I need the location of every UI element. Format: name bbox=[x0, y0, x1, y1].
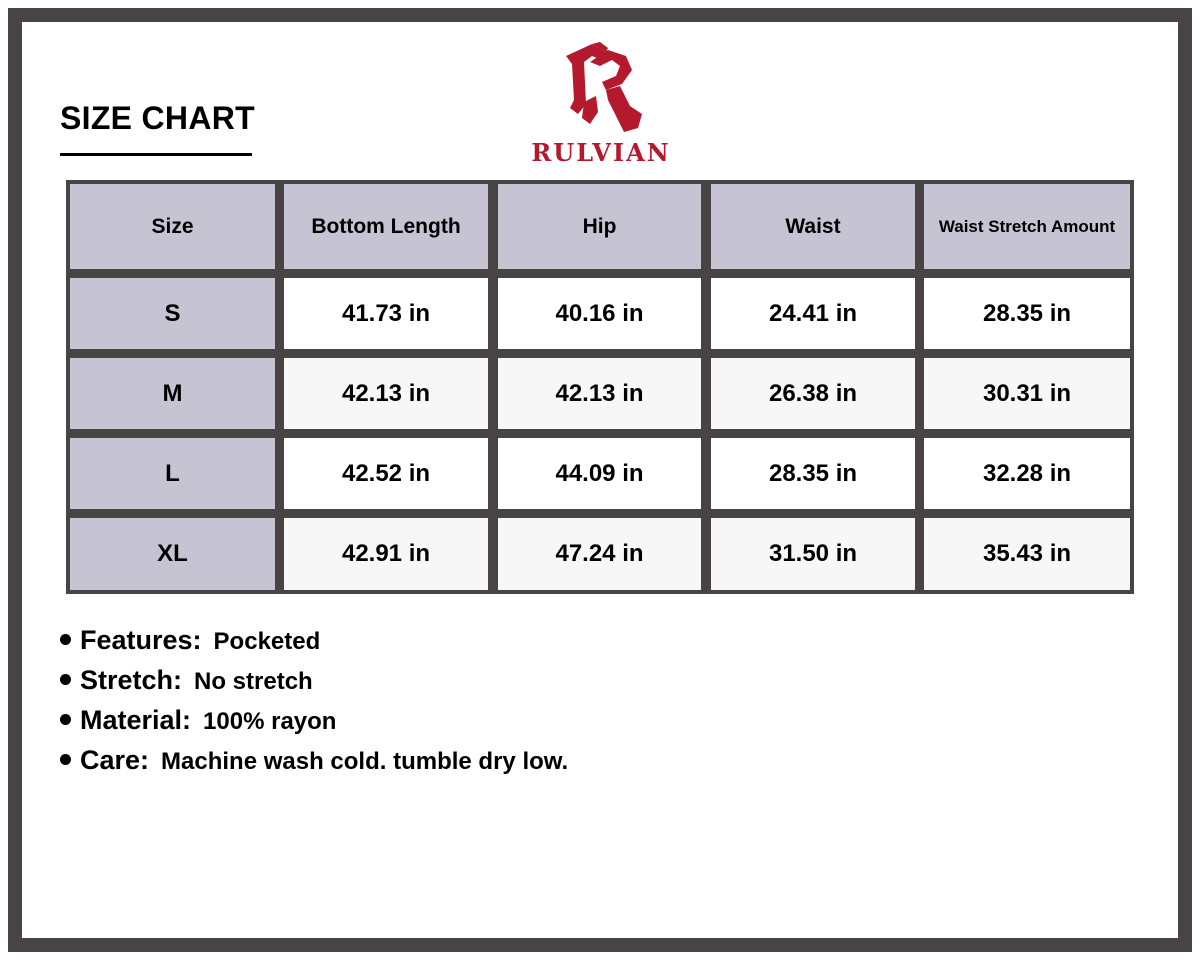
header-waist: Waist bbox=[711, 184, 915, 269]
page-title: SIZE CHART bbox=[60, 100, 255, 136]
bullet-icon bbox=[60, 634, 71, 645]
value-cell: 47.24 in bbox=[498, 518, 701, 590]
note-label: Care: bbox=[80, 745, 150, 775]
header-size: Size bbox=[70, 184, 275, 269]
value-cell: 31.50 in bbox=[711, 518, 915, 590]
size-cell-m: M bbox=[70, 358, 275, 429]
note-value: Machine wash cold. tumble dry low. bbox=[161, 748, 569, 775]
value-cell: 24.41 in bbox=[711, 278, 915, 349]
value-cell: 42.13 in bbox=[284, 358, 488, 429]
header-hip: Hip bbox=[498, 184, 701, 269]
value-cell: 42.52 in bbox=[284, 438, 488, 509]
value-cell: 44.09 in bbox=[498, 438, 701, 509]
size-cell-xl: XL bbox=[70, 518, 275, 590]
value-cell: 28.35 in bbox=[711, 438, 915, 509]
title-underline bbox=[60, 153, 252, 156]
size-cell-s: S bbox=[70, 278, 275, 349]
value-cell: 41.73 in bbox=[284, 278, 488, 349]
brand-name: RULVIAN bbox=[531, 138, 671, 167]
value-cell: 28.35 in bbox=[924, 278, 1130, 349]
bullet-icon bbox=[60, 714, 71, 725]
rulvian-r-logo-icon bbox=[562, 42, 644, 134]
note-value: 100% rayon bbox=[203, 708, 337, 735]
value-cell: 35.43 in bbox=[924, 518, 1130, 590]
value-cell: 32.28 in bbox=[924, 438, 1130, 509]
value-cell: 42.13 in bbox=[498, 358, 701, 429]
note-value: No stretch bbox=[194, 668, 313, 695]
value-cell: 30.31 in bbox=[924, 358, 1130, 429]
size-cell-l: L bbox=[70, 438, 275, 509]
note-care bbox=[60, 745, 568, 785]
note-label: Stretch: bbox=[80, 665, 183, 695]
value-cell: 40.16 in bbox=[498, 278, 701, 349]
note-stretch bbox=[60, 665, 568, 705]
note-value: Pocketed bbox=[213, 628, 321, 655]
bullet-icon bbox=[60, 674, 71, 685]
note-material bbox=[60, 705, 568, 745]
product-notes bbox=[60, 625, 568, 785]
note-label: Material: bbox=[80, 705, 192, 735]
note-label: Features: bbox=[80, 625, 202, 655]
header-bottom-length: Bottom Length bbox=[284, 184, 488, 269]
note-features bbox=[60, 625, 568, 665]
size-table bbox=[66, 180, 1134, 594]
bullet-icon bbox=[60, 754, 71, 765]
value-cell: 42.91 in bbox=[284, 518, 488, 590]
value-cell: 26.38 in bbox=[711, 358, 915, 429]
header-waist-stretch-amount: Waist Stretch Amount bbox=[924, 184, 1130, 269]
